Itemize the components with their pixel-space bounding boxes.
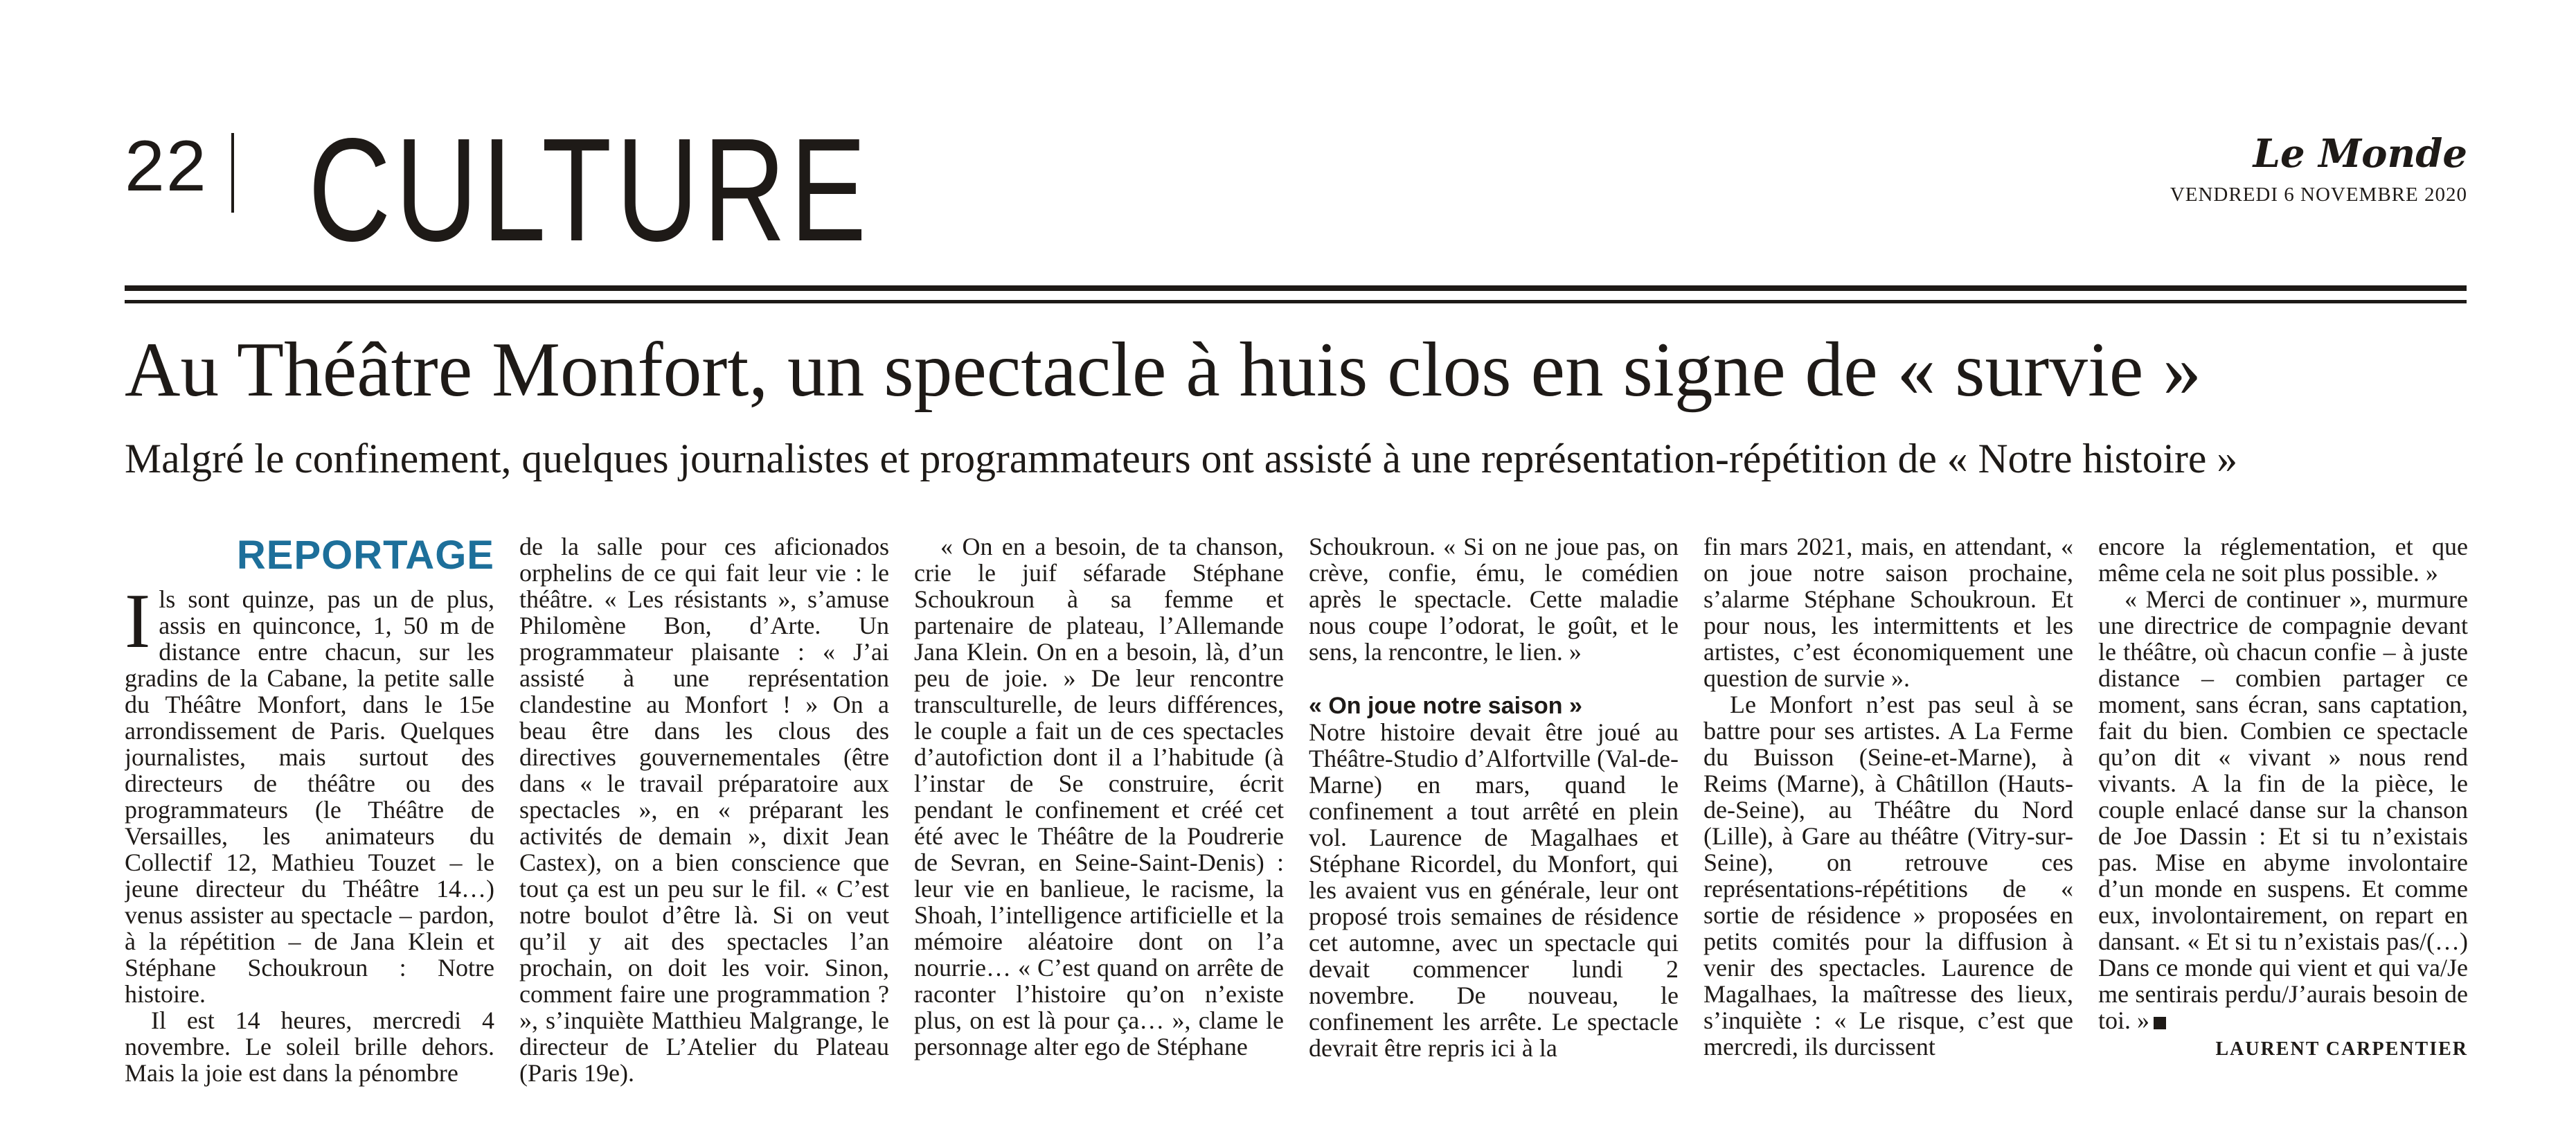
article-paragraph [2098, 586, 2468, 1033]
article-subhead: Malgré le confinement, quelques journalistes et programmateurs ont assisté à une représentation-répétition de « Notre histoire » [125, 436, 2238, 481]
paragraph-text: ls sont quinze, pas un de plus, assis en quinconce, 1, 50 m de distance entre chacun, sur les gradins de la Cabane, la petite salle du Théâtre Monfort, dans le 15e arrondissement de Paris. Quelques journalistes, mais surtout des directeurs de théâtre ou des programmateurs (le Théâtre de Versailles, les animateurs du Collectif 12, Mathieu Touzet – le jeune directeur du Théâtre 14…) venus assister au spectacle – pardon, à la répétition – de Jana Klein et Stéphane Schoukroun : Notre histoire. [125, 585, 494, 1008]
page-number: 22 [125, 126, 208, 206]
article-paragraph: encore la réglementation, et que même cela ne soit plus possible. » [2098, 533, 2468, 587]
header-rule-thick [125, 285, 2467, 291]
article-paragraph: Schoukroun. « Si on ne joue pas, on crève, confie, ému, le comédien après le spectacle. Cette maladie nous coupe l’odorat, le goût, et le sens, la rencontre, le lien. » [1309, 533, 1679, 666]
article-paragraph: « On en a besoin, de ta chanson, crie le juif séfarade Stéphane Schoukroun à sa femme et partenaire de plateau, l’Allemande Jana Klein. On en a besoin, là, d’un peu de joie. » De leur rencontre transculturelle, de leurs différences, le couple a fait un de ces spectacles d’autofiction dont il a l’habitude (à l’instar de Se construire, écrit pendant le confinement et créé cet été avec le Théâtre de la Poudrerie de Sevran, en Seine-Saint-Denis) : leur vie en banlieue, le racisme, la Shoah, l’intelligence artificielle et la mémoire aléatoire dont on l’a nourrie… « C’est quand on arrête de raconter l’histoire qu’on n’existe plus, on est là pour ça… », clame le personnage alter ego de Stéphane [914, 533, 1284, 1060]
article-headline: Au Théâtre Monfort, un spectacle à huis clos en signe de « survie » [125, 327, 2201, 413]
article-kicker: REPORTAGE [236, 533, 494, 578]
paragraph-text: « Merci de continuer », murmure une directrice de compagnie devant le théâtre, où chacun confie – à juste distance – combien partager ce moment, sans écran, sans captation, fait du bien. Combien ce spectacle qu’on dit « vivant » nous rend vivants. A la fin de la pièce, le couple enlacé danse sur la chanson de Joe Dassin : Et si tu n’existais pas. Mise en abyme involontaire d’un monde en suspens. Et comme eux, involontairement, on repart en dansant. « Et si tu n’existais pas/(…) Dans ce monde qui vient et qui va/Je me sentirais perdu/J’aurais besoin de toi. » [2098, 585, 2468, 1034]
section-title: CULTURE [308, 107, 871, 272]
article-column-4 [1309, 533, 1679, 1122]
article-column-6 [2098, 533, 2468, 1122]
article-paragraph: Il est 14 heures, mercredi 4 novembre. Le soleil brille dehors. Mais la joie est dans la pénombre [125, 1006, 494, 1087]
header-rule-thin [125, 300, 2467, 303]
article-paragraph [125, 578, 494, 1008]
article-column-1 [125, 533, 494, 1122]
article-column-2 [519, 533, 889, 1122]
article-column-3 [914, 533, 1284, 1122]
article-byline: LAURENT CARPENTIER [2215, 1038, 2468, 1060]
article-paragraph: de la salle pour ces aficionados orphelins de ce qui fait leur vie : le théâtre. « Les résistants », s’amuse Philomène Bon, d’Arte. Un programmateur plaisante : « J’ai assisté à une représentation clandestine au Monfort ! » On a beau être dans les clous des directives gouvernementales (être dans « le travail préparatoire aux spectacles », en « préparant les activités de demain », dixit Jean Castex), on a bien conscience que tout ça est un peu sur le fil. « C’est notre boulot d’être là. Si on veut qu’il y ait des spectacles l’an prochain, on doit les voir. Sinon, comment faire une programmation ? », s’inquiète Matthieu Malgrange, le directeur de L’Atelier du Plateau (Paris 19e). [519, 533, 889, 1087]
page-number-divider [231, 133, 234, 213]
article-paragraph: fin mars 2021, mais, en attendant, « on joue notre saison prochaine, s’alarme Stéphane Schoukroun. Et pour nous, les intermittents et les artistes, c’est économiquement une question de survie ». [1703, 533, 2073, 692]
article-interheading: « On joue notre saison » [1309, 693, 1582, 719]
article-paragraph: Le Monfort n’est pas seul à se battre pour ses artistes. A La Ferme du Buisson (Seine-et-Marne), à Reims (Marne), à Châtillon (Hauts-de-Seine), au Théâtre du Nord (Lille), à Gare au théâtre (Vitry-sur-Seine), on retrouve ces représentations-répétitions de « sortie de résidence » proposées en petits comités pour la diffusion à venir des spectacles. Laurence de Magalhaes, la maîtresse des lieux, s’inquiète : « Le risque, c’est que mercredi, ils durcissent [1703, 691, 2073, 1060]
issue-date: VENDREDI 6 NOVEMBRE 2020 [2170, 184, 2467, 206]
end-of-article-mark [2154, 1017, 2166, 1029]
article-paragraph: Notre histoire devait être joué au Théâtre-Studio d’Alfortville (Val-de-Marne) en mars, quand le confinement a tout arrêté en plein vol. Laurence de Magalhaes et Stéphane Ricordel, du Monfort, qui les avaient vus en générale, leur ont proposé trois semaines de résidence cet automne, avec un spectacle qui devait commencer lundi 2 novembre. De nouveau, le confinement les arrête. Le spectacle devrait être repris ici à la [1309, 718, 1679, 1062]
article-column-5 [1703, 533, 2073, 1122]
drop-cap: I [125, 578, 151, 664]
newspaper-masthead: Le Monde [2253, 131, 2467, 177]
